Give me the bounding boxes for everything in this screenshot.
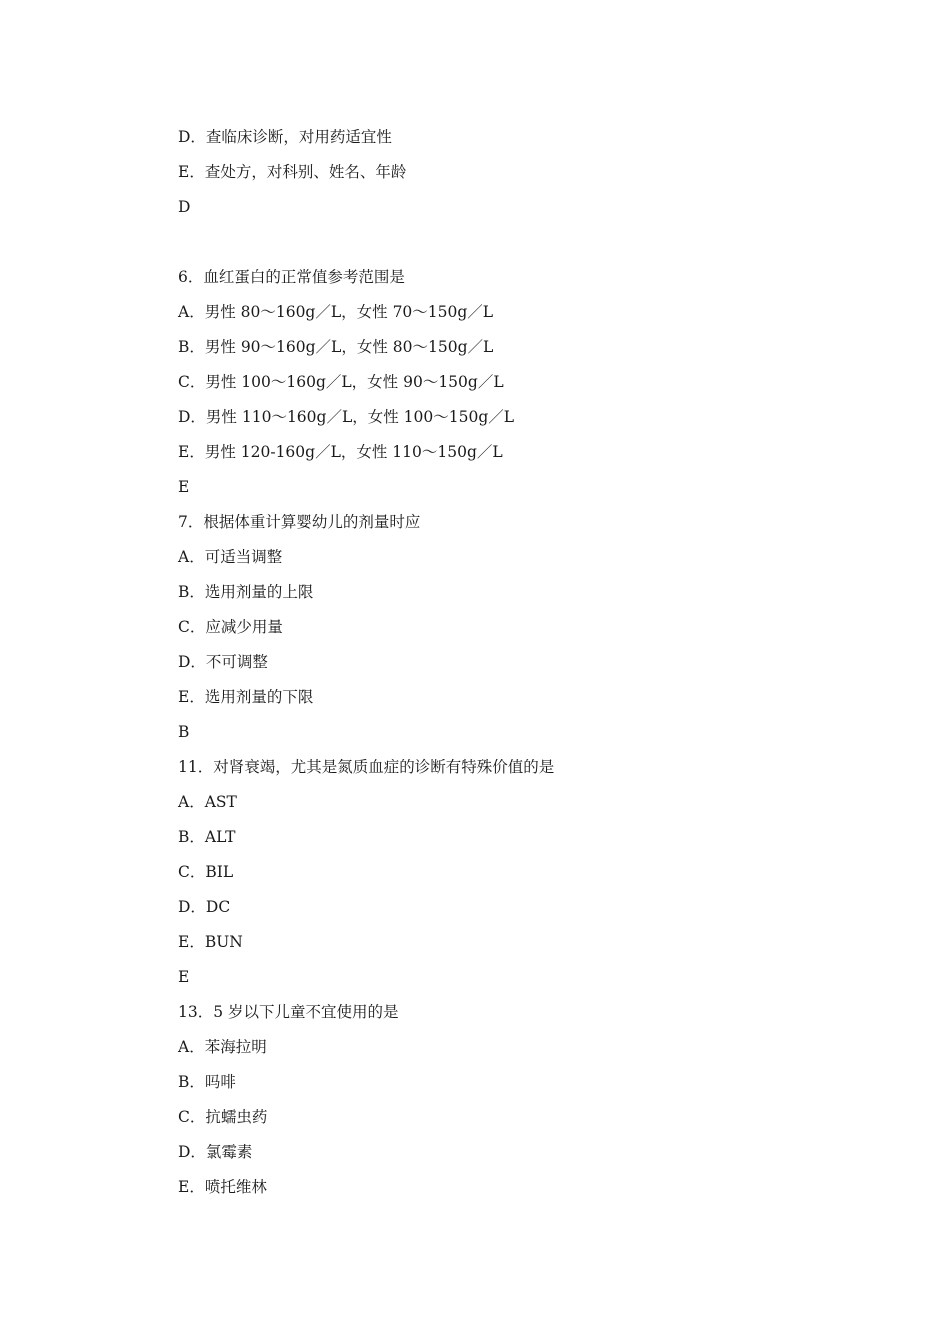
option-line: C．抗蠕虫药 [178,1108,268,1126]
question-line: 6．血红蛋白的正常值参考范围是 [178,268,405,286]
option-line: A．苯海拉明 [178,1038,267,1056]
answer-line: B [178,723,190,741]
option-line: C．应减少用量 [178,618,283,636]
option-line: E．选用剂量的下限 [178,688,314,706]
answer-line: E [178,478,190,496]
option-line: A．可适当调整 [178,548,283,566]
option-line: A．AST [178,793,237,811]
answer-line: D [178,198,191,216]
option-line: B．ALT [178,828,236,846]
option-line: C．男性 100～160g／L，女性 90～150g／L [178,373,504,391]
question-line: 7．根据体重计算婴幼儿的剂量时应 [178,513,421,531]
option-line: D．查临床诊断，对用药适宜性 [178,128,392,146]
document-page [178,120,878,1205]
option-line: B．男性 90～160g／L，女性 80～150g／L [178,338,494,356]
question-line: 11．对肾衰竭，尤其是氮质血症的诊断有特殊价值的是 [178,758,555,776]
option-line: E．查处方，对科别、姓名、年龄 [178,163,407,181]
question-line: 13．5 岁以下儿童不宜使用的是 [178,1003,399,1021]
option-line: E．喷托维林 [178,1178,267,1196]
option-line: E．BUN [178,933,243,951]
option-line: E．男性 120-160g／L，女性 110～150g／L [178,443,503,461]
blank-line [178,225,878,260]
option-line: D．不可调整 [178,653,268,671]
option-line: B．吗啡 [178,1073,236,1091]
option-line: C．BIL [178,863,234,881]
option-line: A．男性 80～160g／L，女性 70～150g／L [178,303,494,321]
option-line: B．选用剂量的上限 [178,583,314,601]
option-line: D．氯霉素 [178,1143,253,1161]
option-line: D．男性 110～160g／L，女性 100～150g／L [178,408,515,426]
option-line: D．DC [178,898,231,916]
answer-line: E [178,968,190,986]
